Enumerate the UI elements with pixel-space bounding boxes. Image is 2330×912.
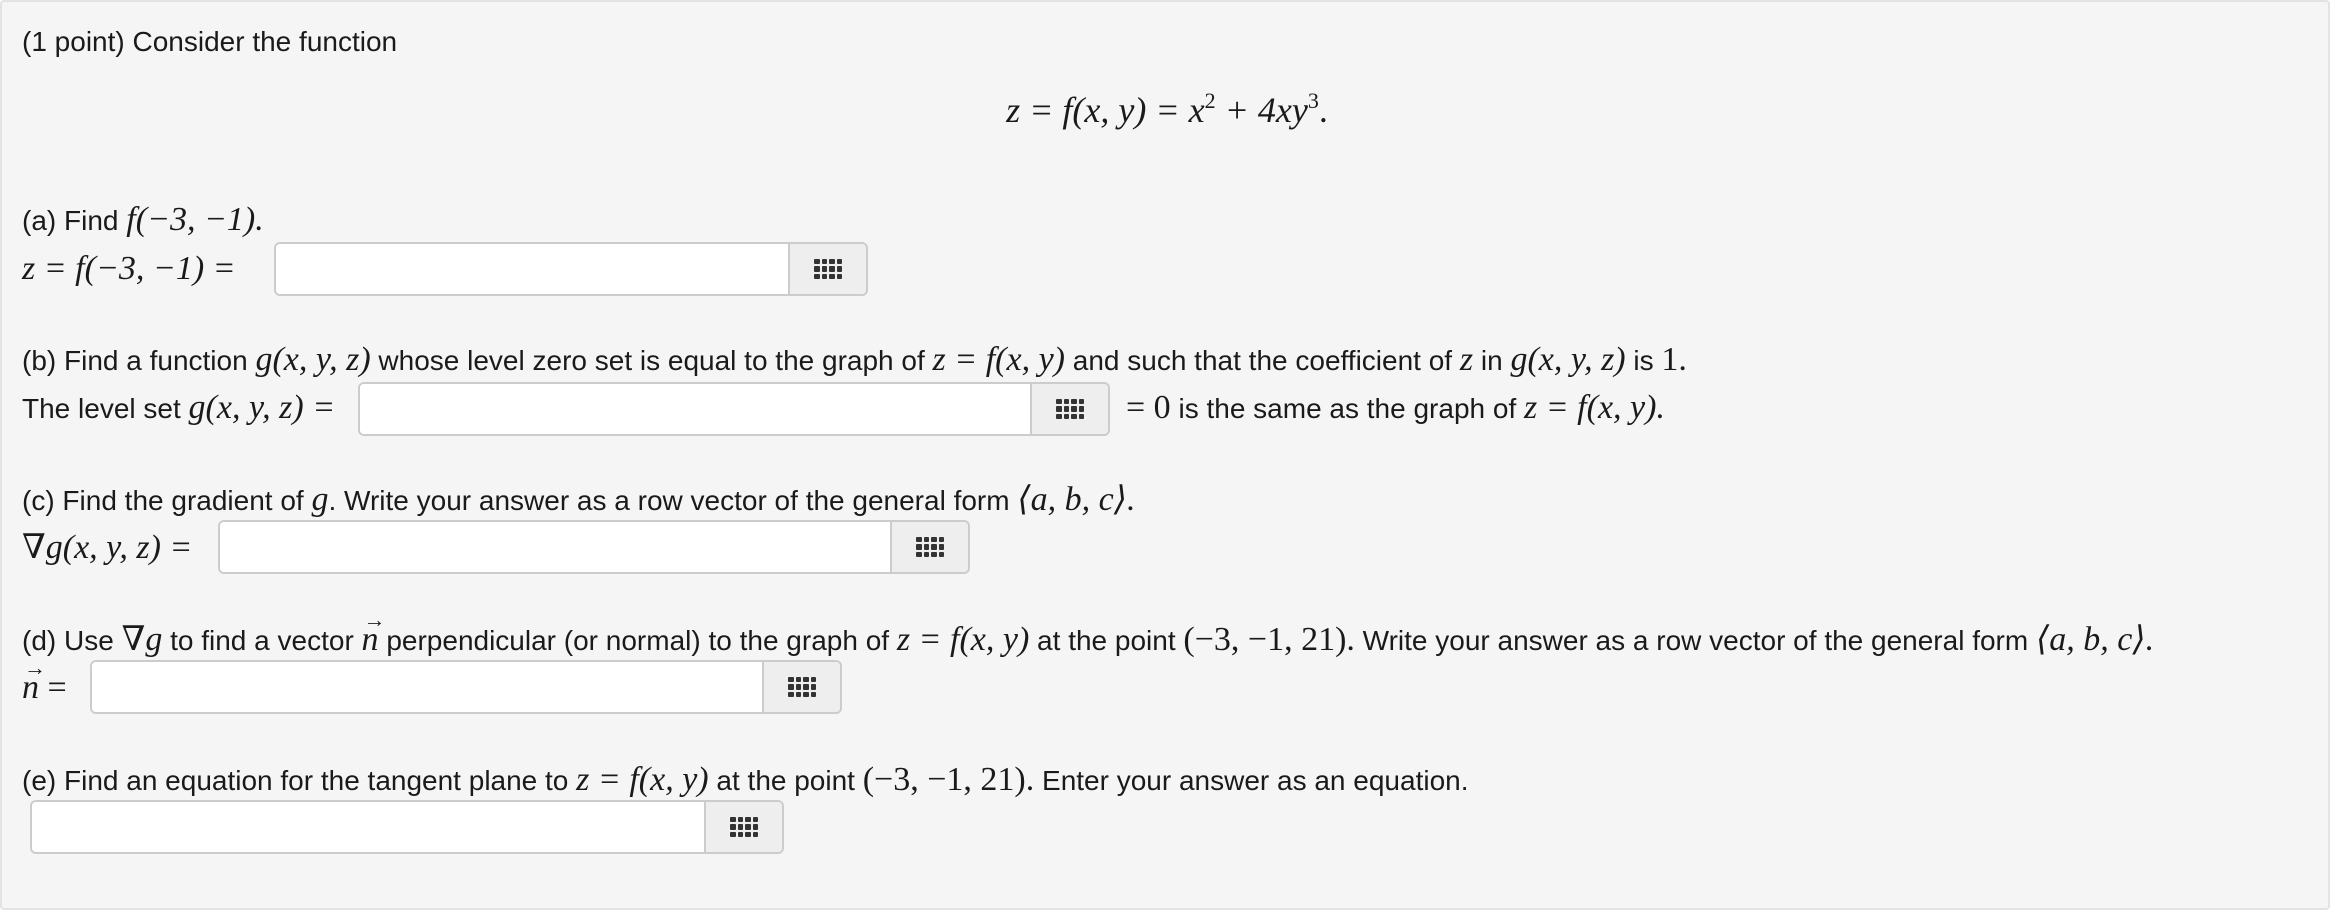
part-b-answer-suffix: = 0 is the same as the graph of z = f(x, y). xyxy=(1126,389,1665,426)
part-b-answer-field xyxy=(358,382,1110,436)
part-e-palette-button[interactable] xyxy=(704,802,782,852)
grid-icon xyxy=(1056,399,1084,419)
grid-icon xyxy=(814,259,842,279)
part-c-question: (c) Find the gradient of g. Write your answer as a row vector of the general form ⟨a, b, c⟩. xyxy=(22,481,1136,518)
grid-icon xyxy=(730,817,758,837)
grid-icon xyxy=(916,537,944,557)
function-display: z = f(x, $y) = x^2 + 4xy^3$. xyxy=(1006,88,1328,130)
part-b-answer-prefix: The level set g(x, y, z) = xyxy=(22,389,336,426)
intro-text: (1 point) Consider the function xyxy=(22,26,398,57)
part-a-answer-field xyxy=(274,242,868,296)
part-d-answer-label: → n = xyxy=(22,668,67,709)
part-c-answer-input[interactable] xyxy=(220,522,890,572)
part-e-answer-input[interactable] xyxy=(32,802,704,852)
part-d-question: (d) Use ∇g to find a vector → n perpendicular (or normal) to the graph of z = f(x, y) at the point (−3, −1, 21). Write your answer as a row vector of the general form ⟨a, b, c⟩. xyxy=(22,620,2154,661)
grid-icon xyxy=(788,677,816,697)
normal-vector-symbol: → n xyxy=(362,620,379,660)
part-b-palette-button[interactable] xyxy=(1030,384,1108,434)
part-d-answer-field xyxy=(90,660,842,714)
part-d-answer-input[interactable] xyxy=(92,662,762,712)
part-c-answer-field xyxy=(218,520,970,574)
part-e-answer-field xyxy=(30,800,784,854)
part-c-answer-label: ∇g(x, y, z) = xyxy=(22,529,193,566)
part-a-palette-button[interactable] xyxy=(788,244,866,294)
part-a-answer-input[interactable] xyxy=(276,244,788,294)
part-e-question: (e) Find an equation for the tangent plane to z = f(x, y) at the point (−3, −1, 21). Enter your answer as an equation. xyxy=(22,761,1469,798)
part-a-question: (a) Find f(−3, −1). xyxy=(22,201,264,238)
part-d-palette-button[interactable] xyxy=(762,662,840,712)
part-a-answer-label: z = f(−3, −1) = xyxy=(22,250,236,287)
part-b-answer-input[interactable] xyxy=(360,384,1030,434)
part-c-palette-button[interactable] xyxy=(890,522,968,572)
part-b-question: (b) Find a function g(x, y, z) whose level zero set is equal to the graph of z = f(x, y) and such that the coefficient of z in g(x, y, z) is 1. xyxy=(22,341,1687,378)
